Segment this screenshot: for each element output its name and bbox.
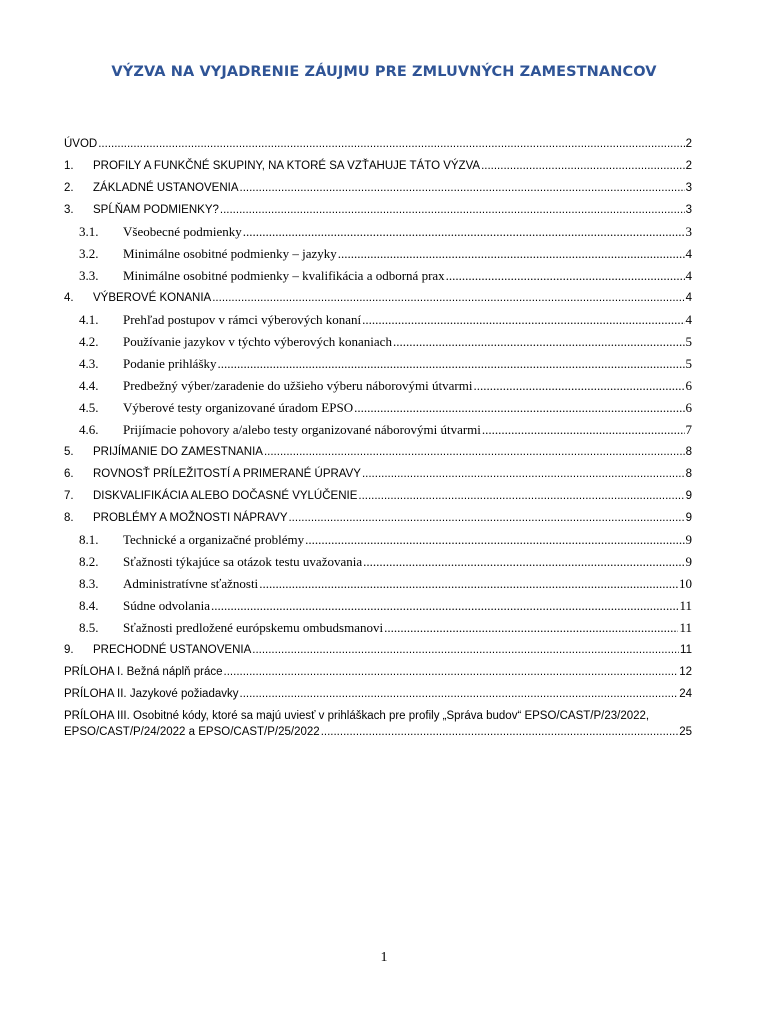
toc-entry-text: Minimálne osobitné podmienky – jazyky	[123, 246, 337, 261]
toc-section-number: 4.1.	[79, 312, 99, 327]
dot-leader	[362, 309, 684, 331]
toc-subentry[interactable]	[64, 529, 692, 551]
toc-entry[interactable]	[64, 155, 692, 177]
dot-leader	[393, 331, 685, 353]
dot-leader	[98, 133, 684, 155]
toc-page-number: 8	[685, 468, 692, 480]
toc-page-number: 8	[685, 446, 692, 458]
dot-leader	[481, 155, 685, 177]
toc-entry-text: Administratívne sťažnosti	[123, 576, 259, 591]
toc-entry-text: PRIJÍMANIE DO ZAMESTNANIA	[93, 446, 263, 458]
toc-entry-text: Sťažnosti týkajúce sa otázok testu uvažovania	[123, 554, 363, 569]
toc-entry-text: Minimálne osobitné podmienky – kvalifikácia a odborná prax	[123, 268, 445, 283]
toc-entry-text: PRÍLOHA II. Jazykové požiadavky	[64, 688, 239, 700]
toc-subentry[interactable]	[64, 419, 692, 441]
toc-page-number: 4	[685, 268, 692, 283]
toc-entry-text: ROVNOSŤ PRÍLEŽITOSTÍ A PRIMERANÉ ÚPRAVY	[93, 468, 361, 480]
toc-subentry[interactable]	[64, 375, 692, 397]
toc-page-number: 5	[685, 334, 692, 349]
toc-entry-text: DISKVALIFIKÁCIA ALEBO DOČASNÉ VYLÚČENIE	[93, 490, 358, 502]
toc-entry-text: ÚVOD	[64, 138, 98, 150]
toc-entry[interactable]	[64, 485, 692, 507]
toc-page-number: 4	[685, 246, 692, 261]
toc-entry-text: Prijímacie pohovory a/alebo testy organizované náborovými útvarmi	[123, 422, 481, 437]
toc-entry[interactable]	[64, 507, 692, 529]
toc-page-number: 3	[685, 224, 692, 239]
toc-section-number: 8.2.	[79, 554, 99, 569]
toc-page-number: 3	[685, 204, 692, 216]
toc-page-number: 10	[679, 576, 692, 591]
document-title: VÝZVA NA VYJADRENIE ZÁUJMU PRE ZMLUVNÝCH ZAMESTNANCOV	[111, 64, 657, 80]
table-of-contents	[64, 133, 692, 740]
toc-subentry[interactable]	[64, 331, 692, 353]
toc-entry[interactable]	[64, 661, 692, 683]
toc-entry-text: Súdne odvolania	[123, 598, 211, 613]
toc-entry-text: Používanie jazykov v týchto výberových konaniach	[123, 334, 392, 349]
toc-page-number: 9	[685, 554, 692, 569]
dot-leader	[240, 177, 685, 199]
toc-section-number: 8.3.	[79, 576, 99, 591]
toc-section-number: 4.3.	[79, 356, 99, 371]
toc-entry-text: PRÍLOHA III. Osobitné kódy, ktoré sa majú uviesť v prihláškach pre profily „Správa budov“ EPSO/CAST/P/23/2022,	[64, 710, 650, 722]
toc-entry-text: ZÁKLADNÉ USTANOVENIA	[93, 182, 239, 194]
toc-section-number: 8.1.	[79, 532, 99, 547]
toc-page-number: 2	[685, 160, 692, 172]
dot-leader	[288, 507, 684, 529]
toc-entry-text-continued: EPSO/CAST/P/24/2022 a EPSO/CAST/P/25/2022	[64, 726, 320, 738]
toc-page-number: 11	[679, 598, 692, 613]
toc-entry[interactable]	[64, 177, 692, 199]
toc-subentry[interactable]	[64, 265, 692, 287]
toc-subentry[interactable]	[64, 551, 692, 573]
page-number: 1	[380, 950, 388, 965]
dot-leader	[252, 639, 679, 661]
dot-leader	[220, 199, 685, 221]
dot-leader	[211, 595, 678, 617]
toc-section-number: 3.	[64, 204, 74, 216]
toc-subentry[interactable]	[64, 617, 692, 639]
dot-leader	[305, 529, 684, 551]
toc-subentry[interactable]	[64, 573, 692, 595]
dot-leader	[354, 397, 684, 419]
toc-subentry[interactable]	[64, 353, 692, 375]
toc-page-number: 4	[685, 312, 692, 327]
toc-section-number: 4.5.	[79, 400, 99, 415]
toc-entry-text: Podanie prihlášky	[123, 356, 217, 371]
toc-entry-text: PRÍLOHA I. Bežná náplň práce	[64, 666, 223, 678]
toc-section-number: 2.	[64, 182, 74, 194]
dot-leader	[218, 353, 685, 375]
toc-entry[interactable]	[64, 199, 692, 221]
dot-leader	[384, 617, 678, 639]
toc-page-number: 6	[685, 400, 692, 415]
toc-entry[interactable]	[64, 287, 692, 309]
toc-entry-text: Prehľad postupov v rámci výberových konaní	[123, 312, 362, 327]
toc-subentry[interactable]	[64, 397, 692, 419]
toc-entry-text: PROBLÉMY A MOŽNOSTI NÁPRAVY	[93, 512, 288, 524]
toc-entry[interactable]	[64, 441, 692, 463]
toc-section-number: 3.3.	[79, 268, 99, 283]
toc-entry[interactable]	[64, 463, 692, 485]
toc-page-number: 7	[685, 422, 692, 437]
toc-section-number: 5.	[64, 446, 74, 458]
toc-entry[interactable]	[64, 639, 692, 661]
toc-page-number: 9	[685, 512, 692, 524]
toc-page-number: 2	[685, 138, 692, 150]
toc-section-number: 8.	[64, 512, 74, 524]
toc-entry-text: Predbežný výber/zaradenie do užšieho výberu náborovými útvarmi	[123, 378, 473, 393]
toc-entry-text: PROFILY A FUNKČNÉ SKUPINY, NA KTORÉ SA VZŤAHUJE TÁTO VÝZVA	[93, 160, 481, 172]
toc-page-number: 11	[679, 620, 692, 635]
toc-section-number: 3.1.	[79, 224, 99, 239]
toc-section-number: 9.	[64, 644, 74, 656]
dot-leader	[240, 683, 679, 705]
dot-leader	[212, 287, 684, 309]
toc-section-number: 7.	[64, 490, 74, 502]
dot-leader	[362, 463, 685, 485]
dot-leader	[224, 661, 679, 683]
dot-leader	[264, 441, 685, 463]
dot-leader	[358, 485, 684, 507]
toc-entry-text: Technické a organizačné problémy	[123, 532, 305, 547]
toc-page-number: 6	[685, 378, 692, 393]
toc-page-number: 9	[685, 490, 692, 502]
toc-section-number: 4.4.	[79, 378, 99, 393]
toc-entry-text: Sťažnosti predložené európskemu ombudsmanovi	[123, 620, 384, 635]
toc-entry[interactable]	[64, 683, 692, 705]
dot-leader	[363, 551, 684, 573]
toc-entry-text: VÝBEROVÉ KONANIA	[93, 292, 212, 304]
toc-section-number: 3.2.	[79, 246, 99, 261]
toc-entry-text: PRECHODNÉ USTANOVENIA	[93, 644, 252, 656]
toc-section-number: 4.2.	[79, 334, 99, 349]
toc-section-number: 6.	[64, 468, 74, 480]
toc-page-number: 4	[685, 292, 692, 304]
dot-leader	[446, 265, 685, 287]
toc-entry-text: Všeobecné podmienky	[123, 224, 242, 239]
toc-page-number: 9	[685, 532, 692, 547]
toc-subentry[interactable]	[64, 595, 692, 617]
toc-entry-text: SPĹŇAM PODMIENKY?	[93, 204, 219, 216]
toc-section-number: 4.6.	[79, 422, 99, 437]
toc-page-number: 25	[679, 726, 692, 738]
toc-subentry[interactable]	[64, 243, 692, 265]
toc-page-number: 5	[685, 356, 692, 371]
toc-page-number: 24	[679, 688, 692, 700]
toc-page-number: 11	[680, 644, 692, 656]
dot-leader	[259, 573, 678, 595]
toc-subentry[interactable]	[64, 221, 692, 243]
toc-page-number: 12	[679, 666, 692, 678]
toc-section-number: 4.	[64, 292, 74, 304]
toc-page-number: 3	[685, 182, 692, 194]
dot-leader	[482, 419, 685, 441]
toc-entry[interactable]	[64, 133, 692, 155]
toc-section-number: 1.	[64, 160, 74, 172]
dot-leader	[338, 243, 685, 265]
toc-entry[interactable]	[64, 708, 692, 740]
toc-section-number: 8.4.	[79, 598, 99, 613]
dot-leader	[321, 724, 679, 740]
toc-section-number: 8.5.	[79, 620, 99, 635]
dot-leader	[243, 221, 685, 243]
toc-subentry[interactable]	[64, 309, 692, 331]
toc-entry-text: Výberové testy organizované úradom EPSO	[123, 400, 354, 415]
dot-leader	[473, 375, 684, 397]
